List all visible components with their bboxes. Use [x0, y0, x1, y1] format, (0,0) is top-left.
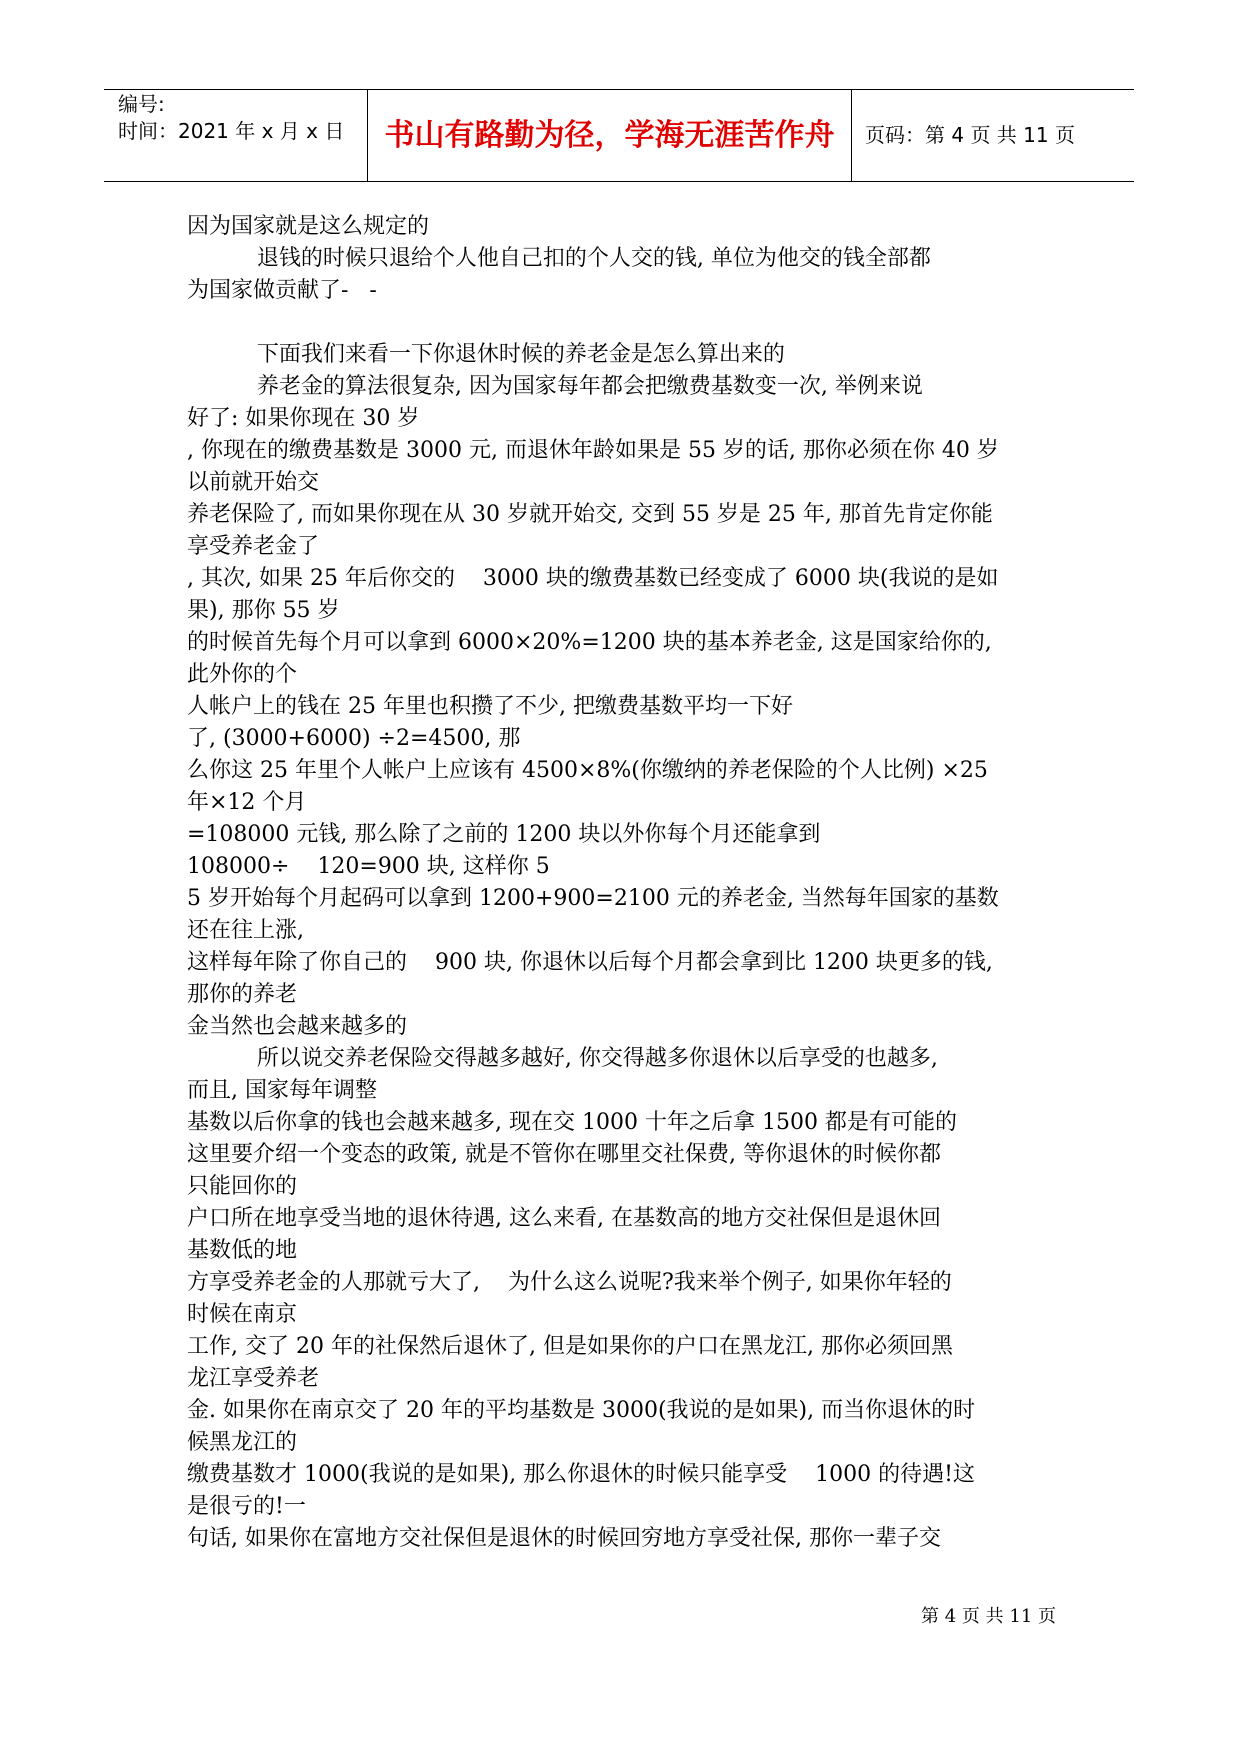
text-line: 工作, 交了 20 年的社保然后退休了, 但是如果你的户口在黑龙江, 那你必须回黑 — [187, 1334, 953, 1359]
page-footer: 第 4 页 共 11 页 — [921, 1606, 1056, 1627]
text-line: 龙江享受养老 — [187, 1366, 320, 1391]
text-line: 只能回你的 — [187, 1174, 298, 1199]
text-line: 以前就开始交 — [187, 470, 320, 495]
text-line: 是很亏的!一 — [187, 1494, 306, 1519]
text-line: , 你现在的缴费基数是 3000 元, 而退休年龄如果是 55 岁的话, 那你必须在你 40 岁 — [187, 438, 999, 463]
time-label: 时间：2021 年 x 月 x 日 — [118, 119, 345, 143]
text-line: 句话, 如果你在富地方交社保但是退休的时候回穷地方享受社保, 那你一辈子交 — [187, 1526, 941, 1551]
text-line: 基数以后你拿的钱也会越来越多, 现在交 1000 十年之后拿 1500 都是有可能的 — [187, 1110, 957, 1135]
text-line: 时候在南京 — [187, 1302, 298, 1327]
text-line: 方享受养老金的人那就亏大了, 为什么这么说呢?我来举个例子, 如果你年轻的 — [187, 1270, 952, 1295]
text-line: 所以说交养老保险交得越多越好, 你交得越多你退休以后享受的也越多, — [187, 1046, 938, 1071]
text-line: 好了: 如果你现在 30 岁 — [187, 406, 420, 431]
text-line: 户口所在地享受当地的退休待遇, 这么来看, 在基数高的地方交社保但是退休回 — [187, 1206, 941, 1231]
text-line: 下面我们来看一下你退休时候的养老金是怎么算出来的 — [187, 342, 785, 367]
page-code: 页码：第 4 页 共 11 页 — [865, 123, 1075, 147]
text-line: 金. 如果你在南京交了 20 年的平均基数是 3000(我说的是如果), 而当你退休的时 — [187, 1398, 976, 1423]
header-info-cell — [104, 90, 368, 181]
text-line: 因为国家就是这么规定的 — [187, 214, 430, 239]
text-line: 那你的养老 — [187, 982, 298, 1007]
document-body — [187, 211, 1067, 1555]
text-line: 年×12 个月 — [187, 790, 307, 815]
text-line: 缴费基数才 1000(我说的是如果), 那么你退休的时候只能享受 1000 的待遇!这 — [187, 1462, 975, 1487]
text-line: 果), 那你 55 岁 — [187, 598, 340, 623]
text-line: 而且, 国家每年调整 — [187, 1078, 377, 1103]
text-line: 养老保险了, 而如果你现在从 30 岁就开始交, 交到 55 岁是 25 年, 那首先肯定你能 — [187, 502, 993, 527]
text-line: 108000÷ 120=900 块, 这样你 5 — [187, 854, 550, 879]
text-line: 这样每年除了你自己的 900 块, 你退休以后每个月都会拿到比 1200 块更多的钱, — [187, 950, 993, 975]
text-line: 退钱的时候只退给个人他自己扣的个人交的钱, 单位为他交的钱全部都 — [187, 246, 931, 271]
text-line: 这里要介绍一个变态的政策, 就是不管你在哪里交社保费, 等你退休的时候你都 — [187, 1142, 941, 1167]
text-line: 候黑龙江的 — [187, 1430, 298, 1455]
text-line: 享受养老金了 — [187, 534, 320, 559]
text-line: 么你这 25 年里个人帐户上应该有 4500×8%(你缴纳的养老保险的个人比例) ×25 — [187, 758, 988, 783]
text-line: 此外你的个 — [187, 662, 298, 687]
text-line: , 其次, 如果 25 年后你交的 3000 块的缴费基数已经变成了 6000 块(我说的是如 — [187, 566, 999, 591]
text-line: 了, (3000+6000) ÷2=4500, 那 — [187, 726, 521, 751]
text-line: 的时候首先每个月可以拿到 6000×20%=1200 块的基本养老金, 这是国家给你的, — [187, 630, 992, 655]
header-motto-cell — [368, 90, 852, 181]
text-line: =108000 元钱, 那么除了之前的 1200 块以外你每个月还能拿到 — [187, 822, 821, 847]
page-header — [104, 89, 1134, 182]
text-line: 5 岁开始每个月起码可以拿到 1200+900=2100 元的养老金, 当然每年国家的基数 — [187, 886, 999, 911]
text-line: 为国家做贡献了- - — [187, 278, 377, 303]
number-label: 编号: — [118, 92, 165, 116]
motto-text: 书山有路勤为径，学海无涯苦作舟 — [384, 118, 835, 153]
text-line: 金当然也会越来越多的 — [187, 1014, 408, 1039]
text-line: 基数低的地 — [187, 1238, 298, 1263]
text-line: 人帐户上的钱在 25 年里也积攒了不少, 把缴费基数平均一下好 — [187, 694, 793, 719]
header-page-cell — [852, 90, 1134, 181]
text-line — [187, 307, 1067, 339]
text-line: 还在往上涨, — [187, 918, 304, 943]
text-line: 养老金的算法很复杂, 因为国家每年都会把缴费基数变一次, 举例来说 — [187, 374, 923, 399]
